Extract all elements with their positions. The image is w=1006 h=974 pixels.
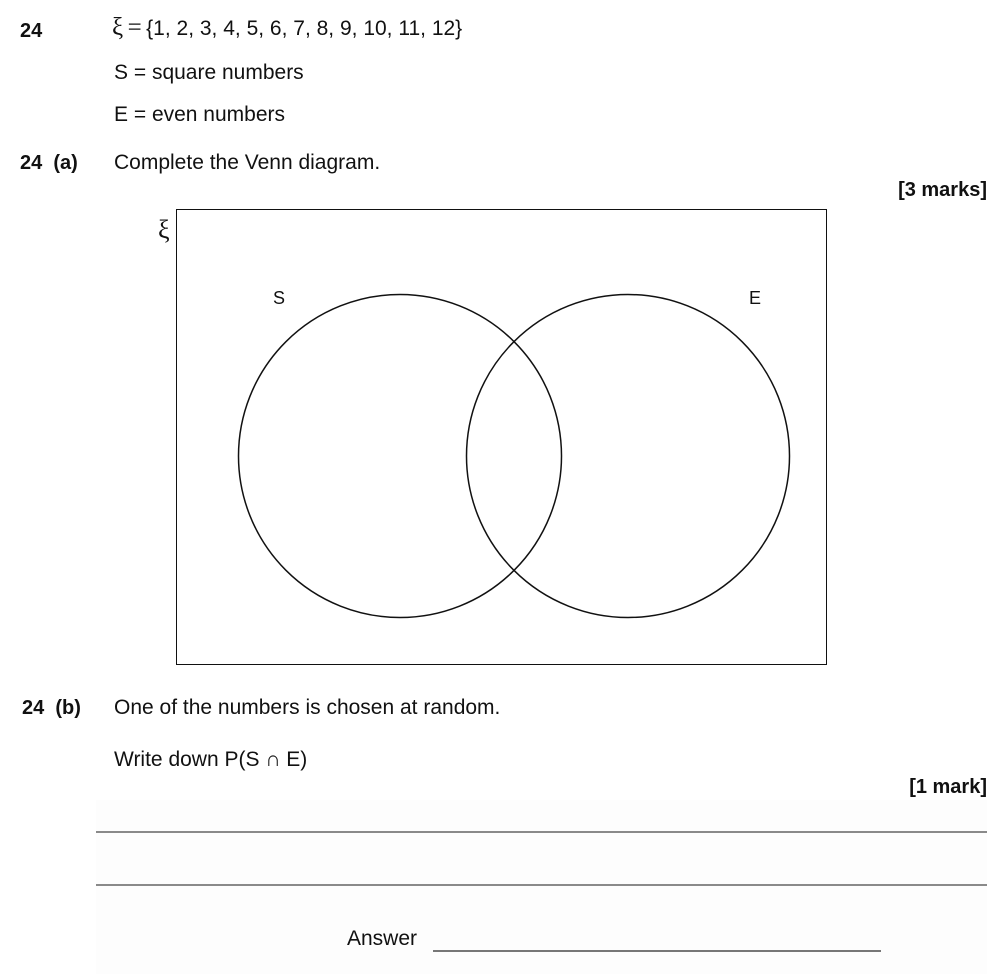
part-a-qnum: 24 (20, 152, 43, 174)
set-label-s: S (273, 288, 286, 308)
part-b-letter: (b) (55, 697, 81, 719)
part-a-number (20, 152, 78, 175)
definition-e: E = even numbers (114, 103, 286, 126)
question-number: 24 (20, 20, 43, 42)
universal-set-definition (112, 14, 462, 42)
part-b-line1: One of the numbers is chosen at random. (114, 696, 501, 719)
venn-circles (177, 210, 828, 666)
answer-field[interactable] (433, 950, 881, 952)
part-b-number (22, 697, 81, 720)
venn-diagram[interactable] (176, 209, 827, 665)
working-line-2 (96, 884, 987, 886)
equals-sign: = (127, 14, 142, 41)
universal-set-members: {1, 2, 3, 4, 5, 6, 7, 8, 9, 10, 11, 12} (146, 17, 463, 40)
answer-label: Answer (347, 927, 418, 950)
working-space[interactable] (96, 800, 987, 974)
part-a-letter: (a) (53, 152, 78, 174)
working-line-1 (96, 831, 987, 833)
universal-set-label: ξ (158, 215, 170, 244)
set-label-e: E (749, 288, 762, 308)
part-b-qnum: 24 (22, 697, 45, 719)
part-a-instruction: Complete the Venn diagram. (114, 151, 381, 174)
xi-symbol: ξ (112, 14, 124, 41)
part-a-marks: [3 marks] (898, 179, 987, 201)
definition-s: S = square numbers (114, 61, 304, 84)
part-b-line2: Write down P(S ∩ E) (114, 748, 308, 771)
part-b-marks: [1 mark] (909, 776, 987, 798)
